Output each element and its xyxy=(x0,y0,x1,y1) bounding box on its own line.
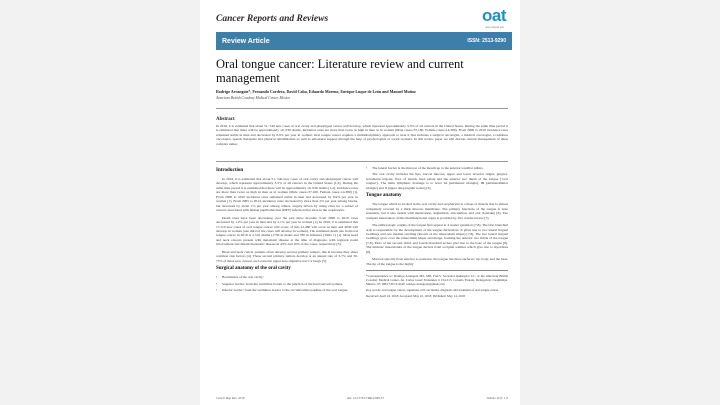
list-item: • Superior border: from the vermilion border to the junction of the hard and soft palates. xyxy=(216,282,358,286)
keywords: Key words: oral tongue cancer, squamous cell carcinoma, diagnosis and treatment of oral tongue cancer xyxy=(366,287,499,292)
paragraph: The tongue which is located in the oral cavity and oropharynx is a mass of muscle that is almost completely covered by a thick mucous membrane. The primary functions of the tongue is taste sensation, but it also assists with mastication, deglutition, articulation, and oral cleansing [6]. The complex innervation of this multifunctional organ is provided by five cranial nerves [7]. xyxy=(366,202,508,220)
divider xyxy=(366,270,508,271)
section-heading: Surgical anatomy of the oral cavity xyxy=(216,266,291,272)
citation: Cancer Rep Rev, 2018 xyxy=(216,396,245,400)
divider xyxy=(216,161,508,162)
paragraph: In 2018, it is estimated that about 51, 540 new cases of oral cavity and pharyngeal cancer will develop, which represent approximately 3-5% of all cancers in the United States [1,2]. During the same time period it is estimated that there will be approximately 10, 030 deaths [1,2]. Incidence rates are more than twice as high in men as in women (Male cases=37,160, Female cases=14,380) [1]. From 2006 to 2010 incidence rates remained stable in men and decreased by 0.9% per year in women [1]. From 2005 to 2014, incidence rates decreased by more than 2% per year among blacks, but increased by about 1% per year among whites, largely driven by rising rates for a subset of cancers associated with human papillomavirus (HPV) infection that arise in the oropharynx. xyxy=(216,177,358,213)
correspondence: *Correspondence to: Rodrigo Arrangoiz MS, MD, FACS, Sociedad Quirúrgica S.C. at the American British Cowdray Medical Center, Av. Carlos Graef Fernandez # 154-515. Colonia Tlaxala, Delegación: Cuajimalpa. México. 05 1984 7355 E-mail: rodrigo.arrangoiz@gmail.com xyxy=(366,273,508,286)
section-heading: Introduction xyxy=(216,168,244,173)
page-footer xyxy=(216,396,508,400)
article-type-banner xyxy=(216,32,512,50)
journal-name: Cancer Reports and Reviews xyxy=(216,14,329,24)
abstract-text: In 2018, it is estimated that about 51, 540 new cases of oral cavity and pharyngeal cancer will develop, which represent approximately 3-5% of all cancers in the United States. During the same time period it is estimated that there will be approximately 10, 030 deaths. Incidence rates are more than twice as high in men as in women (Male cases=37,160, Female cases=14,380). From 2006 to 2010 incidence rates remained stable in men and decreased by 0.9% per year in women. Oral tongue cancer requires a multidisciplinary approach to treat it that includes a surgical oncologist, a medical oncologist, a radiation oncologist, speech therapists and physical rehabilitation as well as emotional support through the help of psychologists or social workers. In this review paper we will discuss current management of these complex tumor. xyxy=(216,124,508,146)
paragraph: Head and neck cancer patients often develop second primary tumors, this is because they share common risk factors [4]. These second primary tumors develop at an annual rate of 3-7% and 50-75% of these new cancers are located in upper aero-digestive tract or lungs [5]. xyxy=(216,249,358,263)
oat-logo: oat xyxy=(482,6,506,25)
author-list: Rodrigo Arrangoiz*, Fernando Cordera, David Caba, Eduardo Moreno, Enrique Luque de León and Manuel Muñoz xyxy=(216,89,416,94)
right-column xyxy=(366,166,508,298)
list-item: • Inferior border: from the vermilion border to the circumvallate papillae of the oral tongue. xyxy=(216,288,358,292)
bullet-list xyxy=(366,166,508,170)
list-item: • Boundaries of the oral cavity: xyxy=(216,275,358,279)
paragraph: Death rates have been decreasing over the past three decades; from 2006 to 2010, rates decreased by 1.2% per year in men and by 2.1% per year in women [1]. In 2018, it is estimated that 17,110 new cases of oral tongue cancer will occur, of this 12,480 will occur in men and 4630 will develop in woman (one third of the cases will develop in women). The estimated death rate from oral tongue cancer in 2018 is 2,510 deaths (1730 in males and 780 in females) (Table 1) [1]. Most head and neck cancers present with metastatic disease at the time of diagnosis, with regional nodal involvement and distant metastatic disease in 43% and 10% of the cases, respectively [3]. xyxy=(216,215,358,247)
list-item: • The lateral border is the mucosa of the mouth up to the anterior tonsillar pillars. xyxy=(366,166,508,170)
oat-logo-subtitle: open access text xyxy=(485,26,504,29)
issn: ISSN: 2513-9290 xyxy=(467,38,506,44)
article-type: Review Article xyxy=(222,37,270,45)
volume: Volume 2(3): 1-9 xyxy=(486,396,508,400)
article-page xyxy=(200,0,520,405)
left-column xyxy=(216,166,358,295)
article-title: Oral tongue cancer: Literature review and current management xyxy=(216,57,464,85)
paragraph: The embryologic origins of the tongue first appear at 4 weeks' gestation [7,8]. The first branchial arch is responsible for the development of the tongue derivatives. It gives rise to two lateral lingual swellings and one median swelling (known as the tuberculum impar) [7,8]. The two lateral lingual swellings grow over the tuberculum impar and merge, forming the anterior two thirds of the tongue [7,8]. Parts of the second, third, and fourth branchial arches give rise to the base of the tongue [8]. The intrinsic musculature of the tongue derives from occipital somites which give rise to myoblasts [8]. xyxy=(366,223,508,254)
paragraph: Macroscopically from anterior to posterior, the tongue has three surfaces: tip, body, and the base. The tip of the tongue is the highly xyxy=(366,257,508,266)
doi: doi: 10.15761/CRR.1000153 xyxy=(347,396,384,400)
affiliation: American British Cowdray Medical Center, Mexico xyxy=(216,96,291,100)
divider xyxy=(216,108,508,109)
paragraph: The oral cavity includes the lips, buccal mucosa, upper and lower alveolar ridges, gingiva, retromolar trigone, floor of mouth, hard palate and the anterior two thirds of the tongue ("oral tongue"). The main lymphatic drainage is to level IA (submental triangle), IB (submandibular triangle) and II (upper deep jugular nodes) [3]. xyxy=(366,172,508,190)
abstract-heading: Abstract xyxy=(216,117,235,122)
section-heading: Tongue anatomy xyxy=(366,193,402,199)
bullet-list xyxy=(216,275,358,292)
dates: Received: April 22, 2018; Accepted: May 10, 2018; Published: May 14, 2018 xyxy=(366,293,465,298)
